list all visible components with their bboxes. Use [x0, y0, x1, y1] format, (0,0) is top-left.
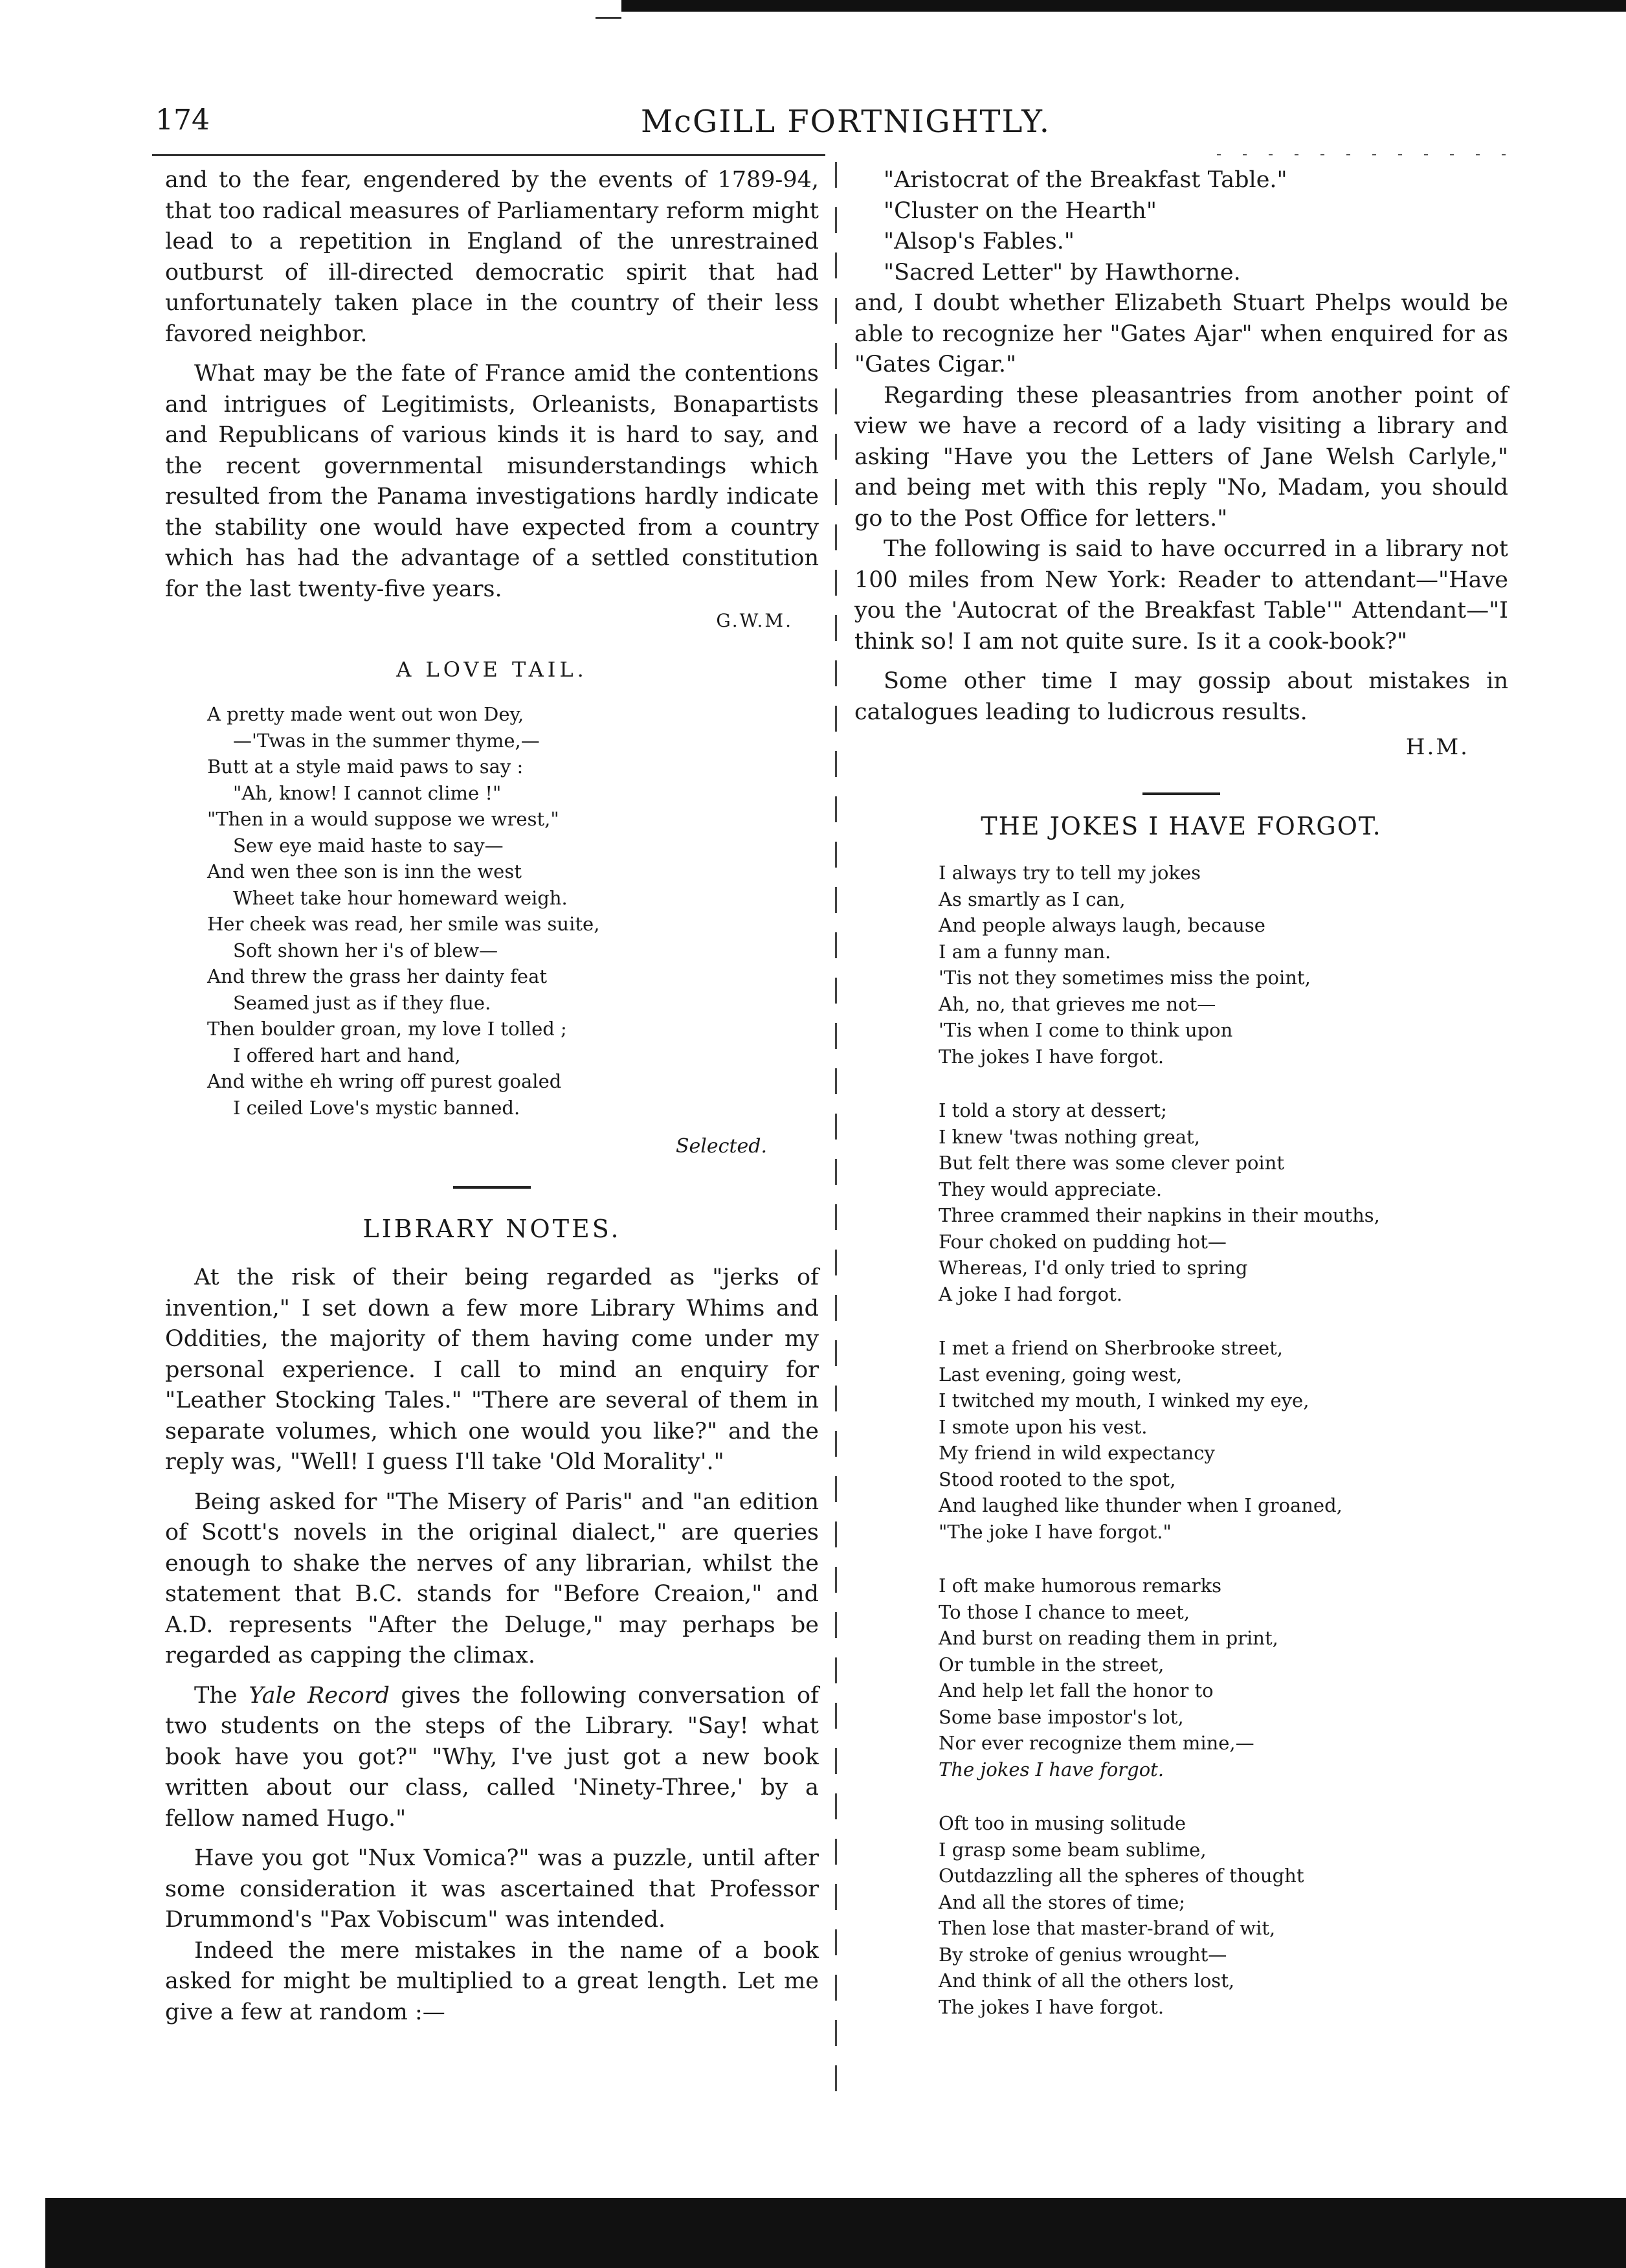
poem-line: I met a friend on Sherbrooke street,	[939, 1337, 1284, 1359]
poem-line: And threw the grass her dainty feat	[207, 965, 548, 987]
poem-jokes	[939, 860, 1508, 2020]
signature-hm: H.M.	[1405, 734, 1469, 760]
poem-line: Nor ever recognize them mine,—	[939, 1732, 1254, 1754]
poem-line: Four choked on pudding hot—	[939, 1230, 1227, 1253]
paragraph-carlyle: Regarding these pleasantries from another point of view we have a record of a lady visiting a library and asking "Have you the Letters of Jane Welsh Carlyle," and being met with this reply "No, Madam, you should go to the Post Office for letters."	[854, 382, 1508, 532]
poem-line: Ah, no, that grieves me not—	[939, 993, 1216, 1015]
poem-line: Stood rooted to the spot,	[939, 1468, 1176, 1490]
poem-line: And laughed like thunder when I groaned,	[939, 1494, 1342, 1516]
paragraph-france: What may be the fate of France amid the contentions and intrigues of Legitimists, Orleanists, Bonapartists and Republicans of various kinds it is hard to say, and the recent governmental misunderstandings which resulted from the Panama investigations hardly indicate the stability one would have expected from a country which has had the advantage of a settled constitution for the last twenty-five years.	[165, 361, 819, 602]
poem-line: Butt at a style maid paws to say :	[207, 756, 524, 778]
stanza-2	[939, 1097, 1508, 1307]
poem-line: 'Tis when I come to think upon	[939, 1019, 1233, 1041]
poem-line: Then boulder groan, my love I tolled ;	[207, 1018, 567, 1040]
poem-line: As smartly as I can,	[939, 888, 1126, 910]
poem-line: The jokes I have forgot.	[939, 1995, 1164, 2018]
paragraph-library-5: Indeed the mere mistakes in the name of a book asked for might be multiplied to a great length. Let me give a few at random :—	[165, 1937, 819, 2025]
poem-line: Outdazzling all the spheres of thought	[939, 1865, 1304, 1887]
poem-line: To those I chance to meet,	[939, 1600, 1190, 1623]
poem-line: They would appreciate.	[939, 1178, 1163, 1200]
poem-title-love-tail: A LOVE TAIL.	[396, 657, 588, 682]
poem-line: And think of all the others lost,	[939, 1970, 1235, 1992]
bottom-border-bar	[45, 2198, 1626, 2268]
text-run: gives the following conversation of two students on the steps of the Library. "Say! what book have you got?" "Why, I've just got a new book written about our class, called 'Ninety-Three,' by a fellow named Hugo."	[165, 1682, 819, 1832]
poem-line: Whereas, I'd only tried to spring	[939, 1257, 1248, 1279]
poem-line: I grasp some beam sublime,	[939, 1838, 1207, 1861]
paragraph-reform: and to the fear, engendered by the events of 1789-94, that too radical measures of Parliamentary reform might lead to a repetition in England of the unrestrained outburst of ill-directed democratic spirit that had unfortunately taken place in the country of their less favored neighbor.	[165, 167, 819, 347]
poem-line: Three crammed their napkins in their mouths,	[939, 1204, 1380, 1226]
signature-gwm: G.W.M.	[716, 610, 793, 631]
poem-line: —'Twas in the summer thyme,—	[233, 729, 540, 752]
paragraph-library-1: At the risk of their being regarded as "jerks of invention," I set down a few more Library Whims and Oddities, the majority of them having come under my personal experience. I call to mind an enquiry for "Leather Stocking Tales." "There are several of them in separate volumes, which one would you like?" and the reply was, "Well! I guess I'll take 'Old Morality'."	[165, 1264, 819, 1475]
poem-line: "The joke I have forgot."	[939, 1520, 1172, 1543]
poem-line: Some base impostor's lot,	[939, 1705, 1184, 1728]
section-rule	[1142, 792, 1220, 795]
poem-line: A joke I had forgot.	[939, 1283, 1122, 1305]
poem-line: Seamed just as if they flue.	[233, 991, 491, 1014]
poem-love-tail	[207, 701, 819, 1121]
poem-line: A pretty made went out won Dey,	[207, 703, 524, 725]
poem-line: But felt there was some clever point	[939, 1152, 1285, 1174]
poem-line: And burst on reading them in print,	[939, 1627, 1278, 1649]
poem-line: Sew eye maid haste to say—	[233, 834, 504, 857]
poem-line: "Ah, know! I cannot clime !"	[233, 781, 502, 804]
poem-line: My friend in wild expectancy	[939, 1442, 1215, 1464]
poem-line: 'Tis not they sometimes miss the point,	[939, 967, 1311, 989]
column-divider	[835, 162, 837, 2098]
poem-line: I told a story at dessert;	[939, 1099, 1167, 1121]
paragraph-library-3	[165, 1681, 819, 1835]
stanza-5	[939, 1810, 1508, 2020]
poem-line: I always try to tell my jokes	[939, 862, 1201, 884]
paragraph-gates-ajar: and, I doubt whether Elizabeth Stuart Phelps would be able to recognize her "Gates Ajar" when enquired for as "Gates Cigar."	[854, 290, 1508, 377]
poem-line: I offered hart and hand,	[233, 1044, 461, 1066]
yale-record-title: Yale Record	[249, 1682, 390, 1709]
poem-line: I oft make humorous remarks	[939, 1575, 1222, 1597]
poem-line: And help let fall the honor to	[939, 1679, 1214, 1701]
header-rule-right	[1217, 154, 1521, 155]
selected-credit: Selected.	[675, 1135, 767, 1158]
paragraph-library-2: Being asked for "The Misery of Paris" and "an edition of Scott's novels in the original dialect," are queries enough to shake the nerves of any librarian, whilst the statement that B.C. stands for "Before Creaion," and A.D. represents "After the Deluge," may perhaps be regarded as capping the climax.	[165, 1488, 819, 1668]
poem-line: Oft too in musing solitude	[939, 1812, 1186, 1834]
top-dash-rule	[596, 17, 621, 19]
poem-line: And people always laugh, because	[939, 914, 1265, 936]
poem-line: "Then in a would suppose we wrest,"	[207, 808, 559, 830]
poem-line: Wheet take hour homeward weigh.	[233, 886, 568, 909]
running-title: McGILL FORTNIGHTLY.	[641, 104, 1051, 140]
library-notes-title: LIBRARY NOTES.	[362, 1215, 621, 1243]
page-header	[0, 104, 1626, 155]
poem-line: I am a funny man.	[939, 940, 1111, 963]
poem-line: And withe eh wring off purest goaled	[207, 1070, 562, 1092]
poem-line: I twitched my mouth, I winked my eye,	[939, 1389, 1309, 1411]
poem-line: Then lose that master-brand of wit,	[939, 1917, 1276, 1939]
poem-line: The jokes I have forgot.	[939, 1045, 1164, 1068]
poem-line: Or tumble in the street,	[939, 1653, 1164, 1676]
poem-line: Her cheek was read, her smile was suite,	[207, 913, 600, 935]
poem-line: Last evening, going west,	[939, 1363, 1183, 1386]
poem-line: And wen thee son is inn the west	[207, 860, 522, 882]
section-rule	[453, 1186, 531, 1189]
paragraph-autocrat: The following is said to have occurred in a library not 100 miles from New York: Reader to attendant—"Have you the 'Autocrat of the Breakfast Table'" Attendant—"I think so! I am not quite sure. Is it a cook-book?"	[854, 536, 1508, 655]
misnamed-book: "Alsop's Fables."	[884, 229, 1075, 254]
jokes-poem-title: THE JOKES I HAVE FORGOT.	[981, 812, 1382, 840]
paragraph-catalogues: Some other time I may gossip about mistakes in catalogues leading to ludicrous results.	[854, 668, 1508, 725]
poem-line: And all the stores of time;	[939, 1891, 1186, 1913]
stanza-1	[939, 860, 1508, 1070]
poem-line: The jokes I have forgot.	[939, 1758, 1164, 1780]
right-column	[854, 165, 1508, 2048]
poem-line: I knew 'twas nothing great,	[939, 1125, 1200, 1148]
text-run: The	[194, 1682, 249, 1709]
page-number: 174	[155, 104, 210, 137]
misnamed-book: "Aristocrat of the Breakfast Table."	[884, 167, 1287, 193]
top-border-bar	[621, 0, 1626, 12]
stanza-4	[939, 1573, 1508, 1782]
poem-line: Soft shown her i's of blew—	[233, 939, 498, 961]
misnamed-book: "Sacred Letter" by Hawthorne.	[884, 259, 1241, 286]
left-column	[165, 165, 819, 2028]
poem-line: By stroke of genius wrought—	[939, 1943, 1227, 1966]
poem-line: I smote upon his vest.	[939, 1415, 1148, 1438]
paragraph-library-4: Have you got "Nux Vomica?" was a puzzle, until after some consideration it was ascertained that Professor Drummond's "Pax Vobiscum" was intended.	[165, 1845, 819, 1933]
poem-line: I ceiled Love's mystic banned.	[233, 1096, 520, 1119]
header-rule-left	[152, 154, 825, 156]
misnamed-book: "Cluster on the Hearth"	[884, 197, 1157, 224]
stanza-3	[939, 1335, 1508, 1545]
